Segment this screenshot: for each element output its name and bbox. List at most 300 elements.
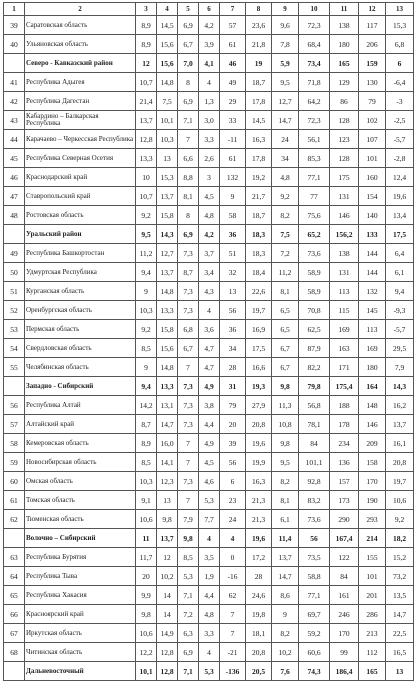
value-cell-col-13: 16,1 — [386, 434, 414, 453]
value-cell-col-12: 148 — [359, 396, 386, 415]
row-number: 53 — [4, 320, 25, 339]
table-row — [4, 130, 414, 149]
value-cell-col-10: 59,2 — [299, 624, 330, 643]
column-header-11: 11 — [330, 3, 359, 16]
value-cell-col-7: 7 — [220, 605, 246, 624]
value-cell-col-11: 123 — [330, 130, 359, 149]
value-cell-col-10: 83,2 — [299, 491, 330, 510]
value-cell-col-5: 6,9 — [178, 16, 199, 35]
region-name: Оренбургская область — [25, 301, 136, 320]
value-cell-col-5: 7,1 — [178, 586, 199, 605]
region-name: Западно - Сибирский — [25, 377, 136, 396]
value-cell-col-6: 1,3 — [199, 92, 220, 111]
value-cell-col-6: 2,6 — [199, 149, 220, 168]
column-header-9: 9 — [272, 3, 299, 16]
value-cell-col-5: 7,3 — [178, 415, 199, 434]
value-cell-col-13: -9,3 — [386, 301, 414, 320]
region-name: Кемеровская область — [25, 434, 136, 453]
row-number: 48 — [4, 206, 25, 225]
value-cell-col-5: 7,3 — [178, 396, 199, 415]
value-cell-col-10: 72,3 — [299, 16, 330, 35]
value-cell-col-4: 15,8 — [157, 206, 178, 225]
region-name: Республика Башкортостан — [25, 244, 136, 263]
value-cell-col-8: 19,6 — [246, 529, 272, 548]
value-cell-col-8: 18,7 — [246, 206, 272, 225]
value-cell-col-6: 3,0 — [199, 111, 220, 130]
value-cell-col-6: 3,9 — [199, 35, 220, 54]
value-cell-col-8: 20,5 — [246, 662, 272, 681]
value-cell-col-7: -21 — [220, 643, 246, 662]
value-cell-col-10: 101,1 — [299, 453, 330, 472]
value-cell-col-10: 60,6 — [299, 643, 330, 662]
table-row — [4, 16, 414, 35]
value-cell-col-6: 1,9 — [199, 567, 220, 586]
value-cell-col-4: 7,5 — [157, 92, 178, 111]
value-cell-col-3: 9 — [136, 282, 157, 301]
value-cell-col-4: 14,8 — [157, 282, 178, 301]
value-cell-col-5: 9,8 — [178, 529, 199, 548]
value-cell-col-11: 175 — [330, 168, 359, 187]
value-cell-col-7: 36 — [220, 225, 246, 244]
table-row — [4, 491, 414, 510]
value-cell-col-5: 6,8 — [178, 320, 199, 339]
table-row — [4, 301, 414, 320]
value-cell-col-6: 3,5 — [199, 548, 220, 567]
value-cell-col-3: 12,8 — [136, 130, 157, 149]
value-cell-col-4: 15,3 — [157, 168, 178, 187]
column-header-5: 5 — [178, 3, 199, 16]
row-number: 56 — [4, 396, 25, 415]
value-cell-col-12: 102 — [359, 111, 386, 130]
value-cell-col-7: 34 — [220, 339, 246, 358]
value-cell-col-5: 7 — [178, 130, 199, 149]
value-cell-col-9: 11,3 — [272, 396, 299, 415]
value-cell-col-4: 13 — [157, 491, 178, 510]
value-cell-col-7: 56 — [220, 453, 246, 472]
value-cell-col-6: 4,5 — [199, 187, 220, 206]
row-number: 51 — [4, 282, 25, 301]
region-name: Красноярский край — [25, 605, 136, 624]
value-cell-col-5: 5,3 — [178, 567, 199, 586]
value-cell-col-6: 4,4 — [199, 586, 220, 605]
value-cell-col-6: 3,6 — [199, 320, 220, 339]
value-cell-col-10: 74,3 — [299, 662, 330, 681]
value-cell-col-13: 9,4 — [386, 282, 414, 301]
value-cell-col-11: 156,2 — [330, 225, 359, 244]
value-cell-col-7: -16 — [220, 567, 246, 586]
value-cell-col-8: 16,9 — [246, 320, 272, 339]
row-number: 54 — [4, 339, 25, 358]
value-cell-col-3: 9,4 — [136, 377, 157, 396]
value-cell-col-13: -2,5 — [386, 111, 414, 130]
value-cell-col-3: 10,6 — [136, 510, 157, 529]
value-cell-col-11: 167,4 — [330, 529, 359, 548]
value-cell-col-4: 14,9 — [157, 624, 178, 643]
value-cell-col-8: 18,7 — [246, 73, 272, 92]
value-cell-col-11: 173 — [330, 491, 359, 510]
region-name: Ставропольский край — [25, 187, 136, 206]
table-row — [4, 339, 414, 358]
value-cell-col-5: 8,5 — [178, 548, 199, 567]
value-cell-col-3: 9,2 — [136, 320, 157, 339]
value-cell-col-12: 170 — [359, 472, 386, 491]
value-cell-col-13: 13,5 — [386, 586, 414, 605]
value-cell-col-10: 73,6 — [299, 244, 330, 263]
value-cell-col-13: 13,4 — [386, 206, 414, 225]
value-cell-col-3: 9,5 — [136, 225, 157, 244]
value-cell-col-12: 145 — [359, 301, 386, 320]
value-cell-col-7: 29 — [220, 92, 246, 111]
value-cell-col-4: 14 — [157, 586, 178, 605]
column-header-6: 6 — [199, 3, 220, 16]
region-name: Пермская область — [25, 320, 136, 339]
value-cell-col-10: 68,4 — [299, 35, 330, 54]
value-cell-col-10: 65,2 — [299, 225, 330, 244]
row-number: 62 — [4, 510, 25, 529]
region-name: Республика Адыгея — [25, 73, 136, 92]
value-cell-col-4: 14,3 — [157, 225, 178, 244]
table-row — [4, 263, 414, 282]
value-cell-col-5: 8 — [178, 206, 199, 225]
value-cell-col-12: 164 — [359, 377, 386, 396]
table-row — [4, 396, 414, 415]
value-cell-col-5: 6,6 — [178, 149, 199, 168]
column-header-4: 4 — [157, 3, 178, 16]
value-cell-col-6: 4,7 — [199, 358, 220, 377]
row-number: 57 — [4, 415, 25, 434]
value-cell-col-4: 14 — [157, 605, 178, 624]
value-cell-col-10: 69,7 — [299, 605, 330, 624]
value-cell-col-10: 79,8 — [299, 377, 330, 396]
value-cell-col-12: 160 — [359, 168, 386, 187]
value-cell-col-3: 13,3 — [136, 149, 157, 168]
value-cell-col-9: 34 — [272, 149, 299, 168]
value-cell-col-5: 7,3 — [178, 377, 199, 396]
value-cell-col-11: 86 — [330, 92, 359, 111]
value-cell-col-8: 16,3 — [246, 472, 272, 491]
value-cell-col-11: 170 — [330, 624, 359, 643]
value-cell-col-12: 101 — [359, 149, 386, 168]
region-name: Удмуртская Республика — [25, 263, 136, 282]
value-cell-col-11: 290 — [330, 510, 359, 529]
value-cell-col-6: 4,8 — [199, 605, 220, 624]
value-cell-col-7: 20 — [220, 415, 246, 434]
row-number: 52 — [4, 301, 25, 320]
value-cell-col-11: 157 — [330, 472, 359, 491]
value-cell-col-9: 11,2 — [272, 263, 299, 282]
row-number: 61 — [4, 491, 25, 510]
value-cell-col-6: 4,7 — [199, 339, 220, 358]
row-number: 63 — [4, 548, 25, 567]
value-cell-col-5: 6,9 — [178, 225, 199, 244]
table-row — [4, 320, 414, 339]
value-cell-col-12: 158 — [359, 453, 386, 472]
value-cell-col-3: 9 — [136, 358, 157, 377]
value-cell-col-5: 8,1 — [178, 187, 199, 206]
value-cell-col-10: 73,4 — [299, 54, 330, 73]
region-name: Республика Бурятия — [25, 548, 136, 567]
region-name: Республика Алтай — [25, 396, 136, 415]
value-cell-col-9: 7,2 — [272, 244, 299, 263]
value-cell-col-6: 4,3 — [199, 282, 220, 301]
value-cell-col-12: 133 — [359, 225, 386, 244]
value-cell-col-11: 129 — [330, 73, 359, 92]
table-row — [4, 168, 414, 187]
value-cell-col-13: 12,4 — [386, 168, 414, 187]
value-cell-col-9: 8,2 — [272, 472, 299, 491]
value-cell-col-11: 234 — [330, 434, 359, 453]
value-cell-col-13: 20,8 — [386, 453, 414, 472]
value-cell-col-3: 11,2 — [136, 244, 157, 263]
value-cell-col-11: 99 — [330, 643, 359, 662]
value-cell-col-8: 19,9 — [246, 453, 272, 472]
value-cell-col-9: 12,7 — [272, 92, 299, 111]
region-name: Волочно – Сибирский — [25, 529, 136, 548]
value-cell-col-10: 78,1 — [299, 415, 330, 434]
column-header-13: 13 — [386, 3, 414, 16]
value-cell-col-10: 58,9 — [299, 282, 330, 301]
value-cell-col-10: 85,3 — [299, 149, 330, 168]
region-name: Карачаево – Черкесская Республика — [25, 130, 136, 149]
row-number: 68 — [4, 643, 25, 662]
value-cell-col-9: 10,2 — [272, 643, 299, 662]
region-name: Курганская область — [25, 282, 136, 301]
value-cell-col-7: 49 — [220, 73, 246, 92]
value-cell-col-10: 87,9 — [299, 339, 330, 358]
value-cell-col-12: 144 — [359, 244, 386, 263]
row-number — [4, 529, 25, 548]
value-cell-col-9: 14,7 — [272, 567, 299, 586]
value-cell-col-7: 23 — [220, 491, 246, 510]
row-number: 64 — [4, 567, 25, 586]
statistics-table-page — [3, 2, 413, 681]
value-cell-col-7: 132 — [220, 168, 246, 187]
value-cell-col-13: 6 — [386, 54, 414, 73]
region-name: Тюменская область — [25, 510, 136, 529]
value-cell-col-7: 32 — [220, 263, 246, 282]
value-cell-col-12: 101 — [359, 567, 386, 586]
table-row — [4, 92, 414, 111]
table-section-row — [4, 529, 414, 548]
region-name: Краснодарский край — [25, 168, 136, 187]
value-cell-col-4: 13,3 — [157, 301, 178, 320]
value-cell-col-10: 62,5 — [299, 320, 330, 339]
value-cell-col-5: 7,9 — [178, 510, 199, 529]
value-cell-col-13: -6,4 — [386, 73, 414, 92]
value-cell-col-6: 4,5 — [199, 453, 220, 472]
value-cell-col-9: 9,6 — [272, 16, 299, 35]
value-cell-col-5: 7 — [178, 491, 199, 510]
value-cell-col-5: 7 — [178, 434, 199, 453]
value-cell-col-4: 12,8 — [157, 662, 178, 681]
row-number: 58 — [4, 434, 25, 453]
value-cell-col-6: 4,4 — [199, 415, 220, 434]
value-cell-col-12: 146 — [359, 415, 386, 434]
table-row — [4, 206, 414, 225]
row-number: 59 — [4, 453, 25, 472]
value-cell-col-9: 8,1 — [272, 282, 299, 301]
value-cell-col-12: 154 — [359, 187, 386, 206]
value-cell-col-6: 4 — [199, 301, 220, 320]
region-name: Алтайский край — [25, 415, 136, 434]
value-cell-col-5: 8,8 — [178, 168, 199, 187]
value-cell-col-5: 6,7 — [178, 339, 199, 358]
value-cell-col-13: 14,7 — [386, 605, 414, 624]
value-cell-col-5: 7 — [178, 358, 199, 377]
row-number: 41 — [4, 73, 25, 92]
table-row — [4, 73, 414, 92]
value-cell-col-13: 15,2 — [386, 548, 414, 567]
value-cell-col-9: 7,6 — [272, 662, 299, 681]
value-cell-col-6: 5,3 — [199, 662, 220, 681]
value-cell-col-8: 19,2 — [246, 168, 272, 187]
value-cell-col-9: 11,4 — [272, 529, 299, 548]
value-cell-col-7: 58 — [220, 206, 246, 225]
region-name: Дальневосточный — [25, 662, 136, 681]
value-cell-col-4: 13,7 — [157, 263, 178, 282]
value-cell-col-9: 9,2 — [272, 187, 299, 206]
region-name: Ростовская область — [25, 206, 136, 225]
value-cell-col-5: 7,3 — [178, 244, 199, 263]
value-cell-col-13: 6,4 — [386, 244, 414, 263]
value-cell-col-7: -11 — [220, 130, 246, 149]
table-section-row — [4, 377, 414, 396]
value-cell-col-3: 9,9 — [136, 586, 157, 605]
row-number: 45 — [4, 149, 25, 168]
value-cell-col-13: 17,5 — [386, 225, 414, 244]
value-cell-col-4: 14,5 — [157, 16, 178, 35]
value-cell-col-12: 209 — [359, 434, 386, 453]
value-cell-col-9: 7,5 — [272, 225, 299, 244]
value-cell-col-7: 79 — [220, 396, 246, 415]
value-cell-col-8: 17,8 — [246, 92, 272, 111]
value-cell-col-6: 3,3 — [199, 130, 220, 149]
region-name: Читинская область — [25, 643, 136, 662]
table-row — [4, 548, 414, 567]
value-cell-col-3: 10,6 — [136, 624, 157, 643]
value-cell-col-13: 7,9 — [386, 358, 414, 377]
table-row — [4, 643, 414, 662]
value-cell-col-13: 16,5 — [386, 643, 414, 662]
value-cell-col-7: 36 — [220, 320, 246, 339]
value-cell-col-9: 9 — [272, 605, 299, 624]
value-cell-col-11: 138 — [330, 16, 359, 35]
value-cell-col-10: 75,6 — [299, 206, 330, 225]
value-cell-col-13: 19,6 — [386, 187, 414, 206]
value-cell-col-10: 56,1 — [299, 130, 330, 149]
value-cell-col-13: 18,2 — [386, 529, 414, 548]
value-cell-col-7: 57 — [220, 16, 246, 35]
row-number: 65 — [4, 586, 25, 605]
value-cell-col-12: 293 — [359, 510, 386, 529]
value-cell-col-13: 22,5 — [386, 624, 414, 643]
value-cell-col-11: 128 — [330, 111, 359, 130]
value-cell-col-3: 14,2 — [136, 396, 157, 415]
value-cell-col-13: -5,7 — [386, 320, 414, 339]
value-cell-col-8: 18,4 — [246, 263, 272, 282]
value-cell-col-11: 169 — [330, 320, 359, 339]
region-name: Республика Дагестан — [25, 92, 136, 111]
value-cell-col-7: 24 — [220, 510, 246, 529]
value-cell-col-3: 9,2 — [136, 206, 157, 225]
value-cell-col-12: 155 — [359, 548, 386, 567]
value-cell-col-13: 73,2 — [386, 567, 414, 586]
value-cell-col-8: 22,6 — [246, 282, 272, 301]
value-cell-col-8: 21,7 — [246, 187, 272, 206]
table-row — [4, 244, 414, 263]
value-cell-col-4: 10,2 — [157, 567, 178, 586]
value-cell-col-4: 15,6 — [157, 35, 178, 54]
value-cell-col-3: 11,7 — [136, 548, 157, 567]
value-cell-col-5: 7,3 — [178, 282, 199, 301]
value-cell-col-12: 159 — [359, 54, 386, 73]
value-cell-col-7: 13 — [220, 282, 246, 301]
value-cell-col-5: 7,1 — [178, 662, 199, 681]
column-header-3: 3 — [136, 3, 157, 16]
value-cell-col-8: 17,5 — [246, 339, 272, 358]
value-cell-col-13: 13,7 — [386, 415, 414, 434]
region-name: Уральский район — [25, 225, 136, 244]
region-name: Омская область — [25, 472, 136, 491]
table-row — [4, 149, 414, 168]
value-cell-col-7: 0 — [220, 548, 246, 567]
value-cell-col-9: 7,8 — [272, 35, 299, 54]
value-cell-col-5: 7 — [178, 453, 199, 472]
table-row — [4, 472, 414, 491]
value-cell-col-8: 20,8 — [246, 643, 272, 662]
value-cell-col-11: 246 — [330, 605, 359, 624]
value-cell-col-10: 82,2 — [299, 358, 330, 377]
value-cell-col-11: 122 — [330, 548, 359, 567]
value-cell-col-3: 10,3 — [136, 301, 157, 320]
value-cell-col-4: 13,7 — [157, 187, 178, 206]
value-cell-col-8: 20,8 — [246, 415, 272, 434]
value-cell-col-5: 6,3 — [178, 624, 199, 643]
value-cell-col-4: 12,7 — [157, 244, 178, 263]
value-cell-col-11: 131 — [330, 187, 359, 206]
value-cell-col-13: 19,7 — [386, 472, 414, 491]
row-number — [4, 225, 25, 244]
value-cell-col-13: 14,3 — [386, 377, 414, 396]
value-cell-col-10: 58,9 — [299, 263, 330, 282]
value-cell-col-12: 165 — [359, 662, 386, 681]
value-cell-col-9: 9,5 — [272, 73, 299, 92]
value-cell-col-7: 7 — [220, 624, 246, 643]
value-cell-col-12: 190 — [359, 491, 386, 510]
value-cell-col-6: 4,8 — [199, 206, 220, 225]
value-cell-col-10: 71,8 — [299, 73, 330, 92]
value-cell-col-12: 169 — [359, 339, 386, 358]
table-section-row — [4, 662, 414, 681]
value-cell-col-11: 113 — [330, 282, 359, 301]
value-cell-col-3: 8,9 — [136, 16, 157, 35]
value-cell-col-6: 3,8 — [199, 396, 220, 415]
value-cell-col-3: 21,4 — [136, 92, 157, 111]
value-cell-col-12: 180 — [359, 358, 386, 377]
value-cell-col-7: 46 — [220, 54, 246, 73]
table-row — [4, 453, 414, 472]
row-number: 50 — [4, 263, 25, 282]
value-cell-col-8: 16,6 — [246, 358, 272, 377]
value-cell-col-5: 7,3 — [178, 301, 199, 320]
column-header-12: 12 — [359, 3, 386, 16]
value-cell-col-9: 6,7 — [272, 339, 299, 358]
value-cell-col-8: 16,3 — [246, 130, 272, 149]
value-cell-col-12: 206 — [359, 35, 386, 54]
value-cell-col-9: 6,5 — [272, 301, 299, 320]
row-number — [4, 54, 25, 73]
value-cell-col-4: 14,8 — [157, 73, 178, 92]
